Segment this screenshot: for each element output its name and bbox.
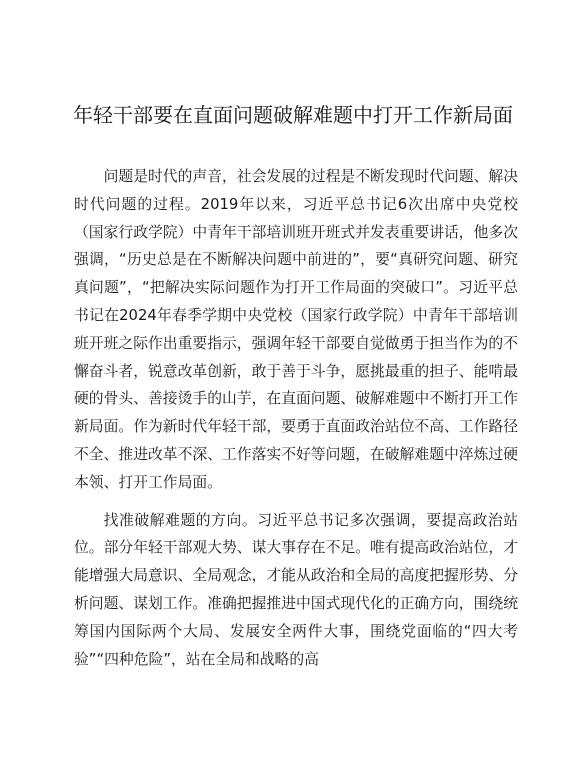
- document-body: [74, 163, 518, 673]
- paragraph-2: 找准破解难题的方向。习近平总书记多次强调，要提高政治站位。部分年轻干部观大势、谋大事存在不足。唯有提高政治站位，才能增强大局意识、全局观念，才能从政治和全局的高度把握形势、分析问题、谋划工作。准确把握推进中国式现代化的正确方向，围绕统筹国内国际两个大局、发展安全两件大事，围绕党面临的“四大考验”“四种危险”，站在全局和战略的高: [74, 511, 518, 668]
- paragraph-1: 问题是时代的声音，社会发展的过程是不断发现时代问题、解决时代问题的过程。2019年以来，习近平总书记6次出席中央党校（国家行政学院）中青年干部培训班开班式并发表重要讲话，他多次强调，“历史总是在不断解决问题中前进的”，要“真研究问题、研究真问题”，“把解决实际问题作为打开工作局面的突破口”。习近平总书记在2024年春季学期中央党校（国家行政学院）中青年干部培训班开班之际作出重要指示，强调年轻干部要自觉做勇于担当作为的不懈奋斗者，锐意改革创新，敢于善于斗争，愿挑最重的担子、能啃最硬的骨头、善接烫手的山芋，在直面问题、破解难题中不断打开工作新局面。作为新时代年轻干部，要勇于直面政治站位不高、工作路径不全、推进改革不深、工作落实不好等问题，在破解难题中淬炼过硬本领、打开工作局面。: [74, 168, 518, 491]
- document-title: 年轻干部要在直面问题破解难题中打开工作新局面: [73, 103, 513, 127]
